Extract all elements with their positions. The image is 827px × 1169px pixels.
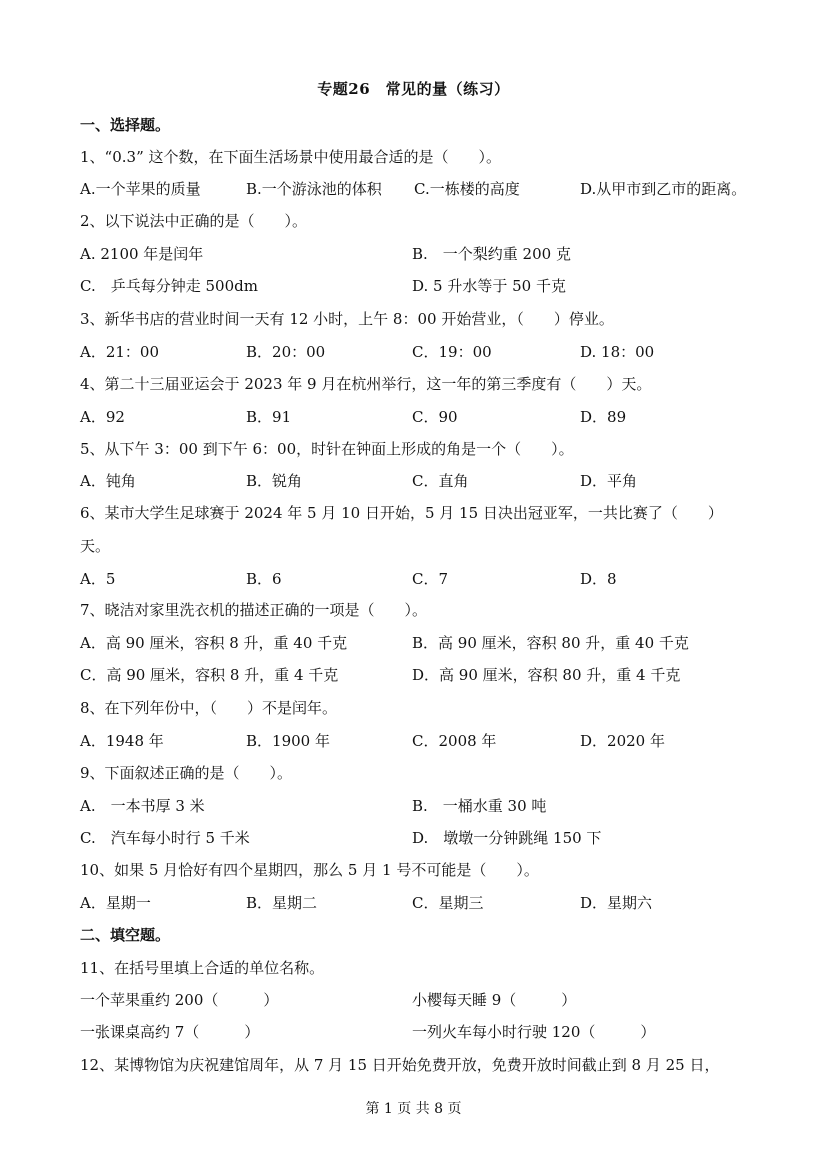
- question-5: 5、从下午 3：00 到下午 6：00，时针在钟面上形成的角是一个（ ）。: [80, 440, 574, 458]
- q11-item-4: 一列火车每小时行驶 120（ ）: [412, 1023, 656, 1041]
- q9-option-c: C. 汽车每小时行 5 千米: [80, 829, 250, 847]
- question-8: 8、在下列年份中，（ ）不是闰年。: [80, 699, 338, 717]
- q10-option-c: C．星期三: [412, 894, 484, 912]
- q5-option-c: C．直角: [412, 472, 469, 490]
- q1-option-b: B.一个游泳池的体积: [246, 180, 382, 198]
- q6-option-d: D．8: [580, 570, 617, 588]
- q6-option-b: B．6: [246, 570, 282, 588]
- q3-option-b: B．20：00: [246, 343, 326, 361]
- q6-option-a: A．5: [80, 570, 116, 588]
- q1-option-d: D.从甲市到乙市的距离。: [580, 180, 747, 198]
- q7-option-a: A．高 90 厘米，容积 8 升，重 40 千克: [80, 634, 348, 652]
- q3-option-a: A．21：00: [80, 343, 160, 361]
- q7-option-b: B．高 90 厘米，容积 80 升，重 40 千克: [412, 634, 689, 652]
- q1-option-a: A.一个苹果的质量: [80, 180, 201, 198]
- q9-option-d: D. 墩墩一分钟跳绳 150 下: [412, 829, 602, 847]
- q4-option-d: D．89: [580, 408, 627, 426]
- q11-item-2: 小樱每天睡 9（ ）: [412, 991, 577, 1009]
- page-title: 专题26 常见的量（练习）: [317, 80, 510, 98]
- q6-option-c: C．7: [412, 570, 449, 588]
- q4-option-b: B．91: [246, 408, 292, 426]
- q2-option-c: C. 乒乓每分钟走 500dm: [80, 277, 258, 295]
- question-6: 6、某市大学生足球赛于 2024 年 5 月 10 日开始，5 月 15 日决出冠亚军，一共比赛了（ ）: [80, 504, 723, 522]
- q3-option-c: C．19：00: [412, 343, 492, 361]
- q9-option-a: A. 一本书厚 3 米: [80, 797, 205, 815]
- q10-option-a: A．星期一: [80, 894, 151, 912]
- q5-option-d: D．平角: [580, 472, 638, 490]
- q3-option-d: D. 18：00: [580, 343, 655, 361]
- section-heading-fill-in: 二、填空题。: [80, 926, 171, 944]
- question-2: 2、以下说法中正确的是（ ）。: [80, 212, 308, 230]
- question-11: 11、在括号里填上合适的单位名称。: [80, 959, 325, 977]
- q2-option-a: A. 2100 年是闰年: [80, 245, 204, 263]
- question-1: 1、“0.3” 这个数，在下面生活场景中使用最合适的是（ ）。: [80, 148, 502, 166]
- page-footer: 第 1 页 共 8 页: [365, 1101, 462, 1117]
- question-12: 12、某博物馆为庆祝建馆周年，从 7 月 15 日开始免费开放，免费开放时间截止到 8 月 25 日，: [80, 1056, 720, 1074]
- q5-option-a: A．钝角: [80, 472, 136, 490]
- question-7: 7、晓洁对家里洗衣机的描述正确的一项是（ ）。: [80, 601, 428, 619]
- q2-option-d: D. 5 升水等于 50 千克: [412, 277, 566, 295]
- question-9: 9、下面叙述正确的是（ ）。: [80, 764, 293, 782]
- q7-option-c: C．高 90 厘米，容积 8 升，重 4 千克: [80, 666, 339, 684]
- q8-option-c: C．2008 年: [412, 732, 497, 750]
- q8-option-d: D．2020 年: [580, 732, 665, 750]
- q2-option-b: B. 一个梨约重 200 克: [412, 245, 571, 263]
- q1-option-c: C.一栋楼的高度: [414, 180, 520, 198]
- question-10: 10、如果 5 月恰好有四个星期四，那么 5 月 1 号不可能是（ ）。: [80, 861, 539, 879]
- q10-option-d: D．星期六: [580, 894, 653, 912]
- question-4: 4、第二十三届亚运会于 2023 年 9 月在杭州举行，这一年的第三季度有（ ）天。: [80, 375, 652, 393]
- q8-option-a: A．1948 年: [80, 732, 164, 750]
- q4-option-a: A．92: [80, 408, 125, 426]
- q7-option-d: D．高 90 厘米，容积 80 升，重 4 千克: [412, 666, 681, 684]
- q10-option-b: B．星期二: [246, 894, 318, 912]
- q11-item-3: 一张课桌高约 7（ ）: [80, 1023, 260, 1041]
- q11-item-1: 一个苹果重约 200（ ）: [80, 991, 279, 1009]
- question-3: 3、新华书店的营业时间一天有 12 小时，上午 8：00 开始营业，（ ）停业。: [80, 310, 614, 328]
- q4-option-c: C．90: [412, 408, 458, 426]
- q8-option-b: B．1900 年: [246, 732, 330, 750]
- q5-option-b: B．锐角: [246, 472, 303, 490]
- question-6-continued: 天。: [80, 537, 111, 555]
- q9-option-b: B. 一桶水重 30 吨: [412, 797, 547, 815]
- section-heading-choice: 一、选择题。: [80, 116, 171, 134]
